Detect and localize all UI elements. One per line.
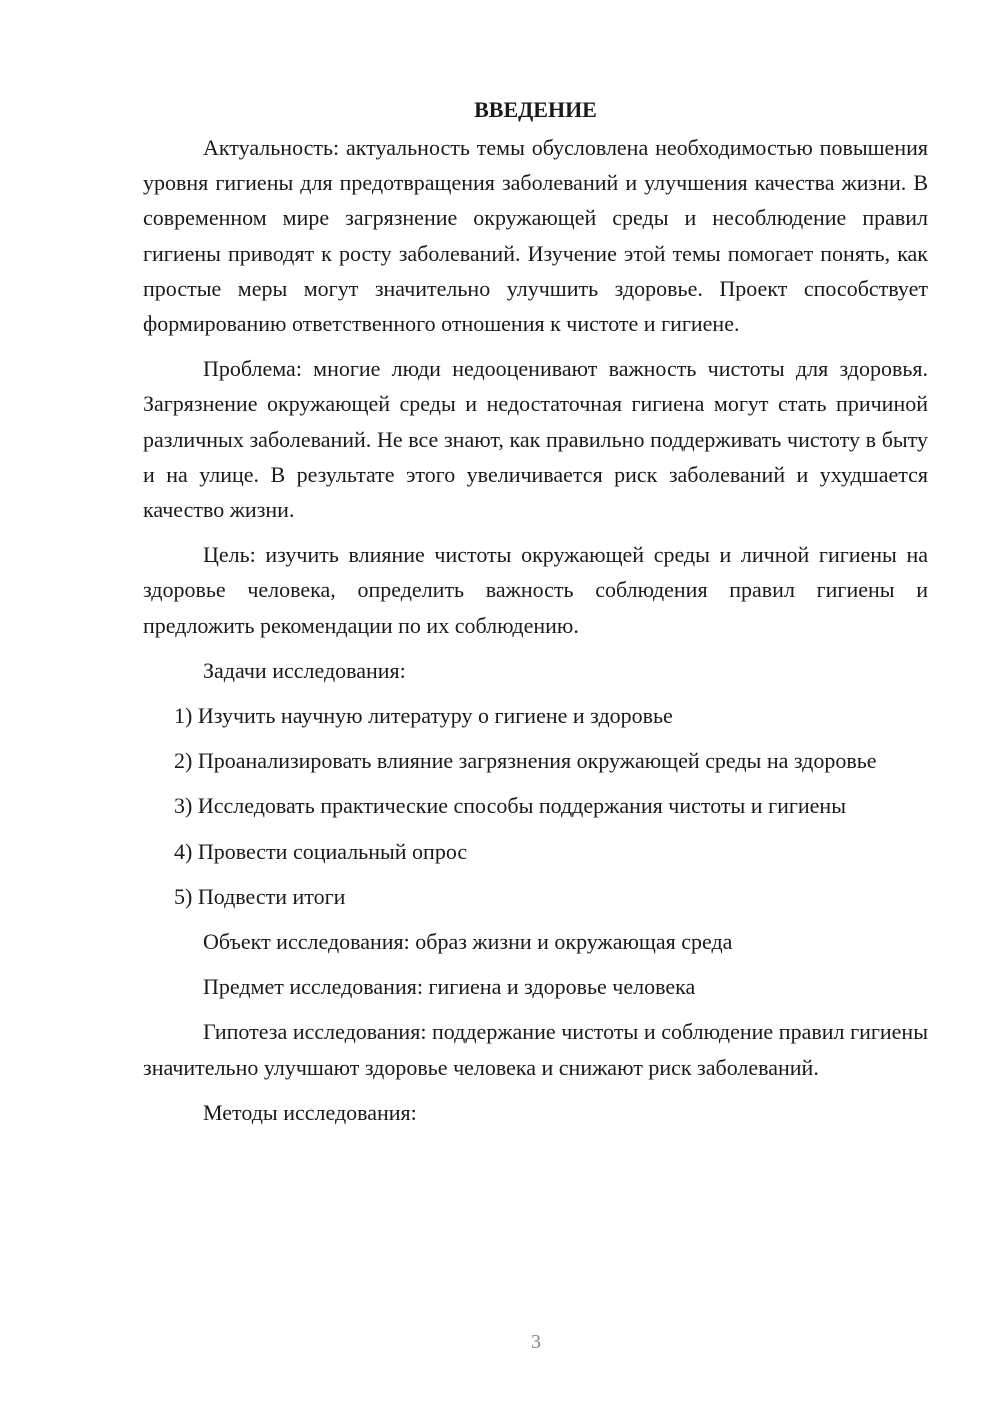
paragraph-goal: Цель: изучить влияние чистоты окружающей среды и личной гигиены на здоровье человека, определить важность соблюдения правил гигиены и предложить рекомендации по их соблюдению. <box>143 542 928 638</box>
paragraph-object: Объект исследования: образ жизни и окружающая среда <box>203 929 733 955</box>
paragraph-subject: Предмет исследования: гигиена и здоровье человека <box>203 974 696 1000</box>
page-number: 3 <box>531 1331 541 1353</box>
paragraph-relevance: Актуальность: актуальность темы обусловлена необходимостью повышения уровня гигиены для предотвращения заболеваний и улучшения качества жизни. В современном мире загрязнение окружающей среды и несоблюдение правил гигиены приводят к росту заболеваний. Изучение этой темы помогает понять, как простые меры могут значительно улучшить здоровье. Проект способствует формированию ответственного отношения к чистоте и гигиене. <box>143 135 928 337</box>
paragraph-hypothesis: Гипотеза исследования: поддержание чистоты и соблюдение правил гигиены значительно улучшают здоровье человека и снижают риск заболеваний. <box>143 1019 928 1080</box>
paragraph-tasks-heading: Задачи исследования: <box>203 657 406 683</box>
task-item: 1) Изучить научную литературу о гигиене и здоровье <box>174 703 673 729</box>
section-heading: ВВЕДЕНИЕ <box>474 97 597 122</box>
document-page <box>143 92 928 1140</box>
task-item: 5) Подвести итоги <box>174 883 346 909</box>
paragraph-problem: Проблема: многие люди недооценивают важность чистоты для здоровья. Загрязнение окружающей среды и недостаточная гигиена могут стать причиной различных заболеваний. Не все знают, как правильно поддерживать чистоту в быту и на улице. В результате этого увеличивается риск заболеваний и ухудшается качество жизни. <box>143 356 928 523</box>
paragraph-methods: Методы исследования: <box>203 1099 417 1125</box>
task-item: 2) Проанализировать влияние загрязнения окружающей среды на здоровье <box>174 748 877 774</box>
task-item: 3) Исследовать практические способы поддержания чистоты и гигиены <box>174 793 846 819</box>
task-item: 4) Провести социальный опрос <box>174 838 468 864</box>
